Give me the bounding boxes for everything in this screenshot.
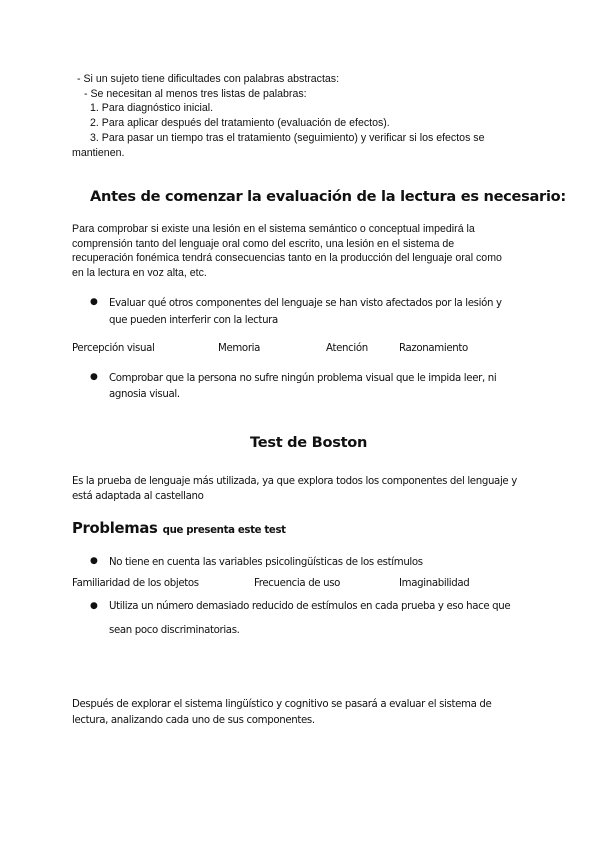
bullet-text: Utiliza un número demasiado reducido de estímulos en cada prueba y eso hace que [109,601,511,612]
bullet-text: Evaluar qué otros componentes del lenguaje se han visto afectados por la lesión y [109,298,502,309]
variable-familiarity: Familiaridad de los objetos [72,578,199,589]
bullet-text-cont: sean poco discriminatorias. [109,625,240,636]
problems-title: Problemas [72,520,158,537]
bullet-icon: ● [90,556,98,566]
variable-frequency: Frecuencia de uso [254,578,341,589]
closing-line: Después de explorar el sistema lingüístico y cognitivo se pasará a evaluar el sistema de [72,699,492,710]
problems-heading [72,518,286,537]
closing-line: lectura, analizando cada uno de sus componentes. [72,715,315,726]
bullet-text-cont: que pueden interferir con la lectura [109,315,278,326]
component-memory: Memoria [218,343,261,354]
paragraph-line: en la lectura en voz alta, etc. [72,267,207,279]
paragraph-line: Es la prueba de lenguaje más utilizada, ya que explora todos los componentes del lenguaje y [72,476,517,487]
bullet-text: Comprobar que la persona no sufre ningún problema visual que le impida leer, ni [109,373,497,384]
section-heading-boston: Test de Boston [250,434,368,451]
bullet-icon: ● [90,297,98,307]
intro-item-1: 1. Para diagnóstico inicial. [90,102,214,114]
component-attention: Atención [326,343,368,354]
intro-item-3-cont: mantienen. [72,147,125,159]
bullet-text-cont: agnosia visual. [109,389,180,400]
component-reasoning: Razonamiento [399,343,468,354]
intro-item-2: 2. Para aplicar después del tratamiento (evaluación de efectos). [90,117,390,129]
bullet-icon: ● [90,372,98,382]
paragraph-line: comprensión tanto del lenguaje oral como del escrito, una lesión en el sistema de [72,238,455,250]
paragraph-line: está adaptada al castellano [72,491,204,502]
paragraph-line: Para comprobar si existe una lesión en el sistema semántico o conceptual impedirá la [72,223,475,235]
intro-item-3: 3. Para pasar un tiempo tras el tratamiento (seguimiento) y verificar si los efectos se [90,132,485,144]
paragraph-line: recuperación fonémica tendrá consecuencias tanto en la producción del lenguaje oral como [72,252,502,264]
variable-imageability: Imaginabilidad [399,578,470,589]
problems-subtitle: que presenta este test [162,525,286,536]
bullet-text: No tiene en cuenta las variables psicolingüísticas de los estímulos [109,557,423,568]
intro-line-1: - Si un sujeto tiene dificultades con palabras abstractas: [77,73,340,85]
component-perception: Percepción visual [72,343,155,354]
intro-line-2: - Se necesitan al menos tres listas de palabras: [84,88,307,100]
bullet-icon: ● [90,601,98,611]
section-heading-evaluation: Antes de comenzar la evaluación de la lectura es necesario: [90,188,566,205]
